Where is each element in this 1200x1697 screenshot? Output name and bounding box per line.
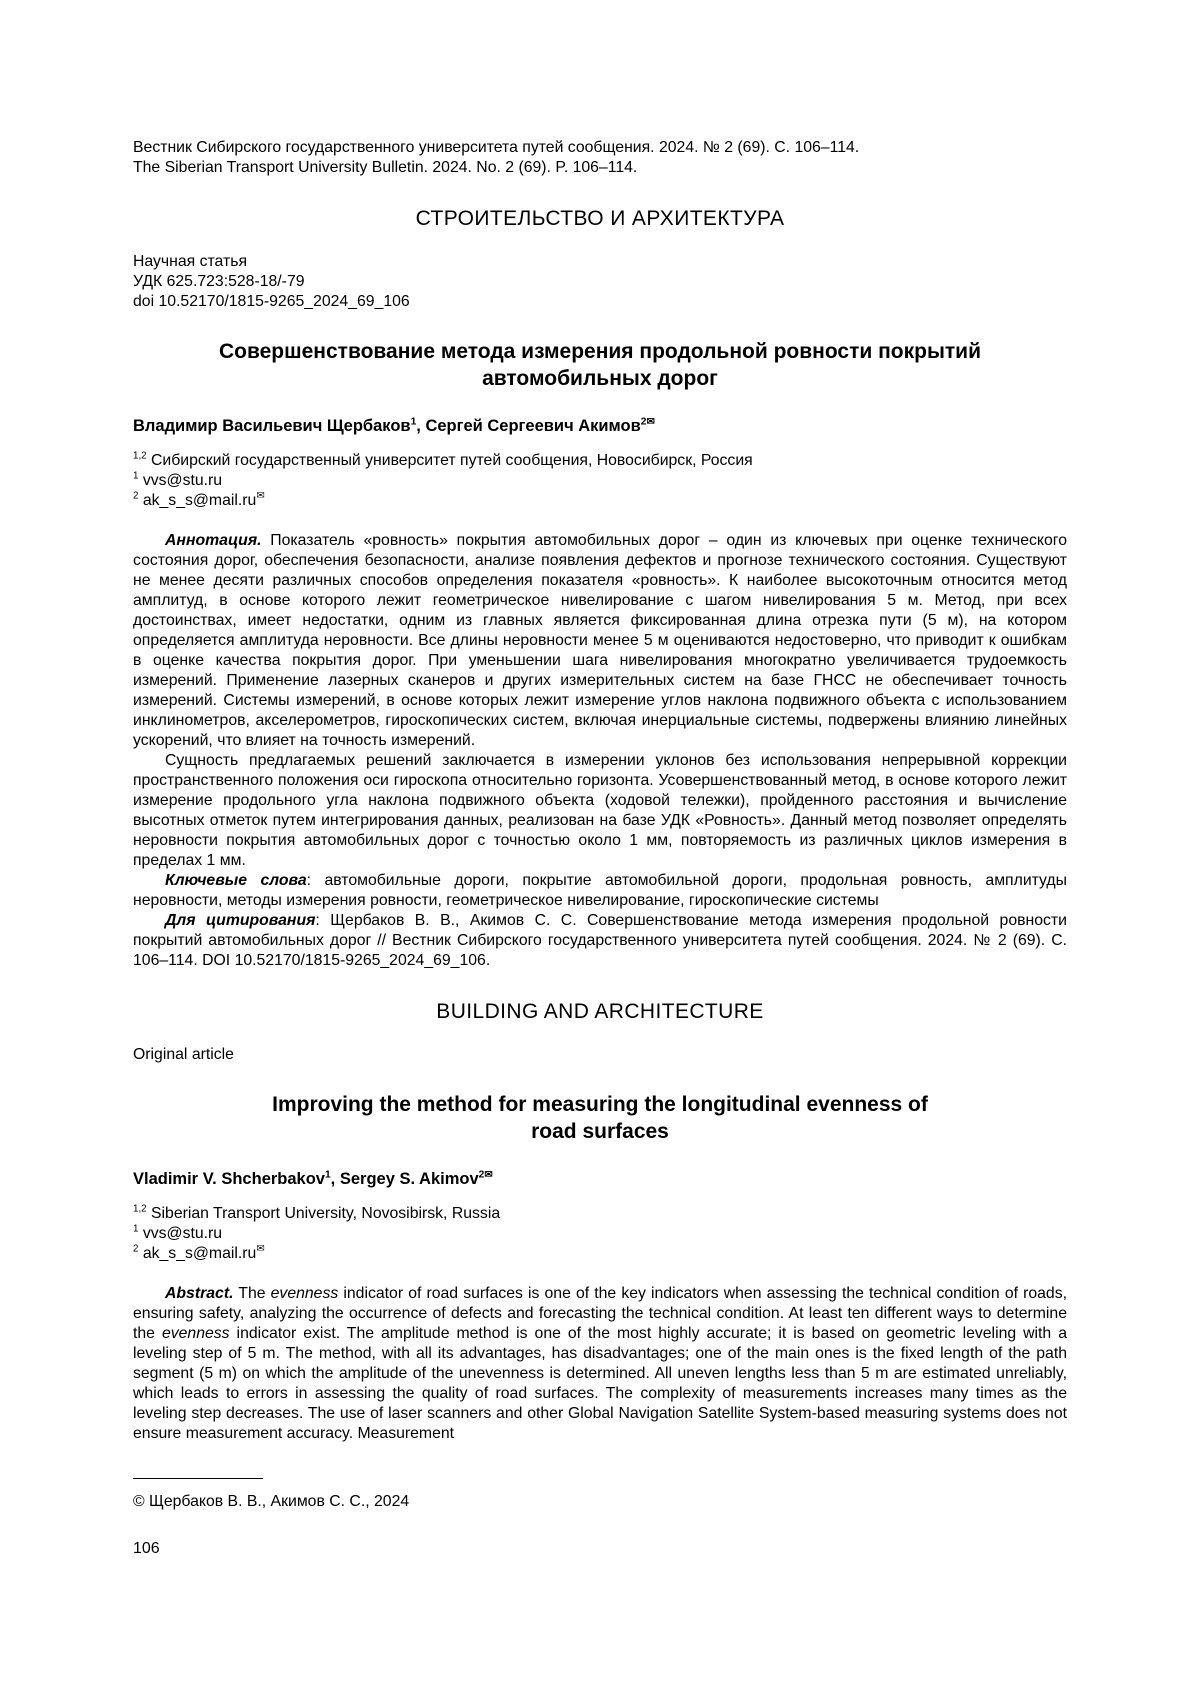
email-superscript-1-en: 1 [133,1223,139,1235]
abstract-text-en-b: indicator of road surfaces is one of the key indicators when assessing the technical condition of roads, ensuring safety, analyzing the occurrence of defects and forecasting the technical condition. At least ten different ways to determine the [133,1285,1067,1342]
email-address-2-en: ak_s_s@mail.ru [138,1245,257,1262]
author-name-ru-1: Владимир Васильевич Щербаков [133,417,411,435]
article-title-en: Improving the method for measuring the longitudinal evenness of road surfaces [272,1093,928,1143]
affiliation-text-en: Siberian Transport University, Novosibirsk, Russia [146,1205,501,1222]
email-superscript-1: 1 [133,470,139,482]
affiliations-en [133,1204,1067,1264]
authors-separator-en: , [330,1170,340,1188]
email-address-1: vvs@stu.ru [138,472,223,489]
journal-reference-en: The Siberian Transport University Bulletin. 2024. No. 2 (69). P. 106–114. [133,159,638,176]
author-email-1-ru [133,471,1067,491]
author-name-en-1: Vladimir V. Shcherbakov [133,1170,325,1188]
abstract-ru-paragraph-2: Сущность предлагаемых решений заключается в измерении уклонов без использования непрерывной коррекции пространственного положения оси гироскопа относительно горизонта. Усовершенствованный метод, в основе которого лежит измерение продольного угла наклона подвижного объекта (ходовой тележки), пройденного расстояния и вычисление высотных отметок путем интегрирования данных, реализован на базе УДК «Ровность». Данный метод позволяет определять неровности покрытия автомобильных дорог с точностью около 1 мм, повторяемость из различных циклов измерения в пределах 1 мм. [133,752,1067,869]
abstract-en-paragraph [133,1284,1067,1444]
authors-separator: , [416,417,426,435]
udc-code: УДК 625.723:528-18/-79 [133,273,305,290]
author-affiliation-mark-en-2-envelope-icon: 2✉ [478,1169,493,1181]
citation-text-ru: : Щербаков В. В., Акимов С. С. Совершенствование метода измерения продольной ровности покрытий автомобильных дорог // Вестник Сибирского государственного университета путей сообщения. 2024. № 2 (69). С. 106–114. DOI 10.52170/1815-9265_2024_69_106. [133,912,1067,969]
footnote-divider [133,1478,263,1479]
abstract-text-ru-1: Показатель «ровность» покрытия автомобильных дорог – один из ключевых при оценке технического состояния дорог, обеспечения безопасности, анализе появления дефектов и прогнозе технического состояния. Существуют не менее десяти различных способов определения показателя «ровность». К наиболее высокоточным относится метод амплитуд, в основе которого лежит геометрическое нивелирование с шагом нивелирования 5 м. Метод, при всех достоинствах, имеет недостатки, одним из главных является фиксированная длина отрезка пути (5 м), на котором определяется амплитуда неровности. Все длины неровности менее 5 м оцениваются недостоверно, что приводит к ошибкам в оценке качества покрытия дорог. При уменьшении шага нивелирования многократно увеличивается трудоемкость измерений. Применение лазерных сканеров и других измерительных систем на базе ГНСС не обеспечивает точность измерений. Системы измерений, в основе которых лежит измерение углов наклона подвижного объекта с использованием инклинометров, акселерометров, гироскопических систем, включая инерциальные системы, подвержены влиянию линейных ускорений, что влияет на точность измерений. [133,532,1067,749]
authors-en [133,1169,1067,1189]
author-email-2-ru [133,491,1067,511]
abstract-italic-term-1: evenness [270,1285,339,1302]
email-address-1-en: vvs@stu.ru [138,1225,223,1242]
citation-ru [133,911,1067,971]
author-email-2-en [133,1244,1067,1264]
author-name-ru-2: Сергей Сергеевич Акимов [425,417,641,435]
author-affiliation-mark-1: 1 [410,416,417,428]
abstract-italic-term-2: evenness [161,1325,230,1342]
abstract-ru-paragraph-1 [133,531,1067,751]
author-affiliation-mark-en-1: 1 [324,1169,331,1181]
keywords-text-ru: : автомобильные дороги, покрытие автомобильной дороги, продольная ровность, амплитуды неровности, методы измерения ровности, геометрическое нивелирование, гироскопические системы [133,872,1068,909]
article-title-ru: Совершенствование метода измерения продольной ровности покрытий автомобильных дорог [218,340,981,390]
authors-ru [133,416,1067,436]
article-type-en: Original article [133,1046,234,1063]
affiliations-ru [133,451,1067,511]
affiliation-superscript: 1,2 [133,450,147,462]
citation-label-ru: Для цитирования [165,912,316,929]
envelope-icon-en: ✉ [256,1243,265,1255]
abstract-text-en-c: indicator exist. The amplitude method is one of the most highly accurate; it is based on geometric leveling with a leveling step of 5 m. The method, with all its advantages, has disadvantages; one of the main ones is the fixed length of the path segment (5 m) on which the amplitude of the unevenness is determined. All uneven lengths less than 5 m are estimated unreliably, which leads to errors in assessing the quality of road surfaces. The complexity of measurements increases many times as the leveling step decreases. The use of laser scanners and other Global Navigation Satellite System-based measuring systems does not ensure measurement accuracy. Measurement [133,1325,1067,1442]
keywords-label-ru: Ключевые слова [165,872,307,889]
email-address-2: ak_s_s@mail.ru [138,492,257,509]
affiliation-text-ru: Сибирский государственный университет путей сообщения, Новосибирск, Россия [146,452,753,469]
doi-code: doi 10.52170/1815-9265_2024_69_106 [133,293,410,310]
journal-reference-ru: Вестник Сибирского государственного университета путей сообщения. 2024. № 2 (69). С. 106–114. [133,139,860,156]
article-type-ru: Научная статья [133,253,248,270]
copyright-line: © Щербаков В. В., Акимов С. С., 2024 [133,1493,410,1510]
keywords-ru [133,871,1067,911]
affiliation-line-en [133,1204,1067,1224]
email-superscript-2: 2 [133,490,139,502]
abstract-text-en-a: The [233,1285,271,1302]
email-superscript-2-en: 2 [133,1243,139,1255]
footnote-area [133,1478,1067,1512]
abstract-label-ru: Аннотация. [165,532,262,549]
author-name-en-2: Sergey S. Akimov [339,1170,479,1188]
envelope-icon: ✉ [256,490,265,502]
affiliation-line-ru [133,451,1067,471]
abstract-label-en: Abstract. [165,1285,234,1302]
page-number: 106 [133,1540,160,1557]
section-heading-en: BUILDING AND ARCHITECTURE [436,1000,764,1023]
article-meta-ru [133,252,1067,312]
journal-header [133,138,1067,178]
author-email-1-en [133,1224,1067,1244]
author-affiliation-mark-2-envelope-icon: 2✉ [640,416,656,428]
affiliation-superscript-en: 1,2 [133,1203,147,1215]
section-heading-ru: СТРОИТЕЛЬСТВО И АРХИТЕКТУРА [415,207,785,230]
